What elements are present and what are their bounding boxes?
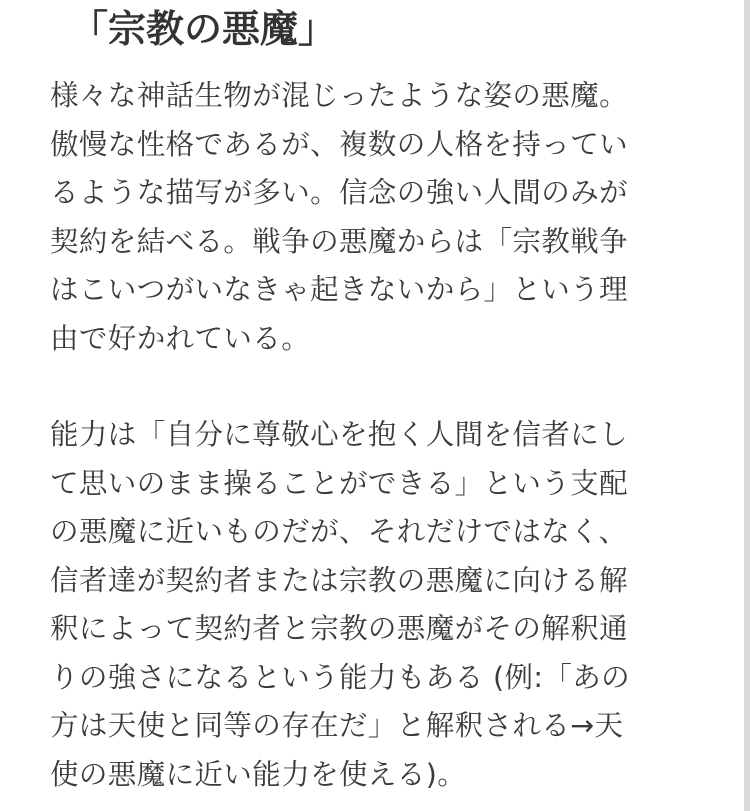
text-line: 方は天使と同等の存在だ」と解釈される→天 [50, 709, 624, 742]
section-heading: 「宗教の悪魔」 [70, 7, 337, 51]
text-line: 傲慢な性格であるが、複数の人格を持ってい [50, 127, 629, 161]
text-line: 契約を結べる。戦争の悪魔からは「宗教戦争 [50, 224, 629, 258]
ability-paragraph [50, 411, 690, 799]
text-line: 釈によって契約者と宗教の悪魔がその解釈通 [50, 612, 629, 645]
description-paragraph [50, 72, 690, 363]
text-line: 信者達が契約者または宗教の悪魔に向ける解 [50, 563, 629, 597]
page-edge-divider [744, 0, 750, 811]
text-line: 使の悪魔に近い能力を使える)。 [50, 757, 467, 791]
text-line: て思いのまま操ることができる」という支配 [50, 466, 629, 500]
text-line: の悪魔に近いものだが、それだけではなく、 [50, 515, 628, 548]
text-line: 由で好かれている。 [50, 321, 311, 355]
text-line: 様々な神話生物が混じったような姿の悪魔。 [50, 79, 629, 112]
text-line: はこいつがいなきゃ起きないから」という理 [50, 273, 629, 306]
text-line: りの強さになるという能力もある (例:「あの [50, 660, 631, 694]
text-line: るような描写が多い。信念の強い人間のみが [50, 176, 629, 209]
text-line: 能力は「自分に尊敬心を抱く人間を信者にし [50, 418, 629, 451]
